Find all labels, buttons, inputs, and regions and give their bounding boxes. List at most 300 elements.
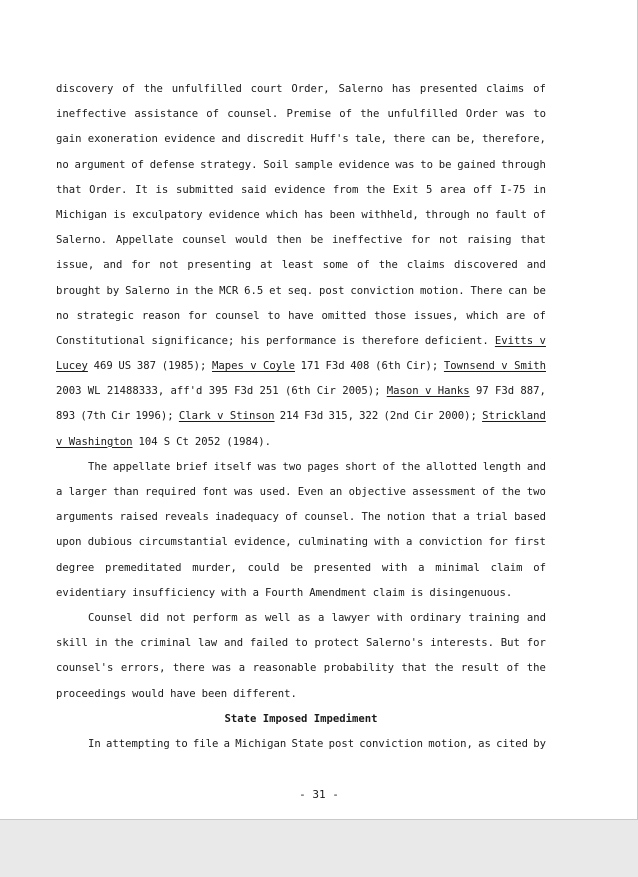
word: claims: [486, 83, 525, 95]
word: that: [56, 183, 82, 196]
word: discovery: [56, 83, 114, 95]
word: least: [281, 259, 314, 272]
word: and: [221, 133, 241, 146]
word: can: [431, 133, 451, 146]
word: premeditated: [105, 561, 182, 574]
word: 887,: [520, 385, 546, 398]
word: some: [322, 259, 349, 272]
word: tale,: [355, 133, 387, 146]
word: of: [339, 108, 353, 121]
word: for: [188, 309, 208, 322]
word: with: [377, 611, 403, 624]
word: of: [533, 561, 546, 574]
word: used.: [259, 486, 292, 498]
word: of: [533, 83, 546, 95]
word: But: [500, 637, 520, 650]
word: Fourth: [265, 586, 304, 599]
word: a: [223, 737, 231, 750]
word: for: [131, 259, 151, 272]
word: 469: [93, 360, 113, 373]
word: a: [238, 662, 246, 675]
word: 104: [138, 435, 158, 448]
text-line: [56, 631, 546, 656]
word: first: [513, 536, 546, 549]
word: not: [438, 234, 459, 247]
word: for: [411, 234, 431, 247]
word: gained: [457, 158, 496, 171]
text-line: [56, 530, 546, 555]
word: off: [473, 183, 493, 196]
word: that: [401, 662, 427, 675]
word: F3d: [495, 385, 515, 398]
case-citation: Lucey: [56, 360, 88, 373]
word: the: [526, 662, 546, 675]
word: criminal: [140, 637, 192, 650]
word: was: [234, 486, 254, 498]
word: be: [310, 234, 324, 247]
word: submitted: [175, 183, 234, 196]
word: deficient.: [424, 334, 489, 347]
word: brought: [56, 284, 101, 297]
word: of: [122, 83, 135, 95]
word: required: [145, 486, 197, 498]
word: the: [401, 460, 421, 473]
word: two: [526, 486, 546, 498]
word: Salerno: [125, 284, 170, 297]
word: and: [526, 611, 546, 624]
word: by: [533, 737, 546, 750]
text-line: [56, 77, 546, 102]
word: has: [391, 83, 412, 95]
word: the: [501, 486, 521, 498]
word: argument: [74, 158, 126, 171]
word: and: [223, 637, 244, 650]
word: through: [501, 158, 546, 171]
word: is: [113, 208, 127, 221]
word: no: [56, 309, 69, 322]
word: probability: [323, 662, 394, 675]
text-line: [56, 127, 546, 152]
word: as: [244, 611, 258, 624]
word: claims: [406, 259, 446, 272]
word: well: [265, 611, 291, 624]
word: in: [533, 183, 546, 196]
word: did: [139, 611, 160, 624]
word: 387: [136, 360, 156, 373]
word: conviction: [418, 536, 483, 549]
word: trial: [475, 511, 508, 524]
text-line: [56, 682, 546, 707]
word: the: [143, 83, 163, 95]
word: font: [202, 486, 228, 498]
word: Cir: [111, 410, 131, 423]
word: with: [374, 536, 400, 549]
word: 171: [300, 360, 320, 373]
word: have: [288, 309, 314, 322]
word: a: [56, 486, 63, 498]
word: failed: [249, 637, 289, 650]
word: the: [194, 284, 214, 297]
word: of: [506, 662, 520, 675]
word: Exit: [392, 183, 419, 196]
word: 1996);: [135, 410, 174, 423]
word: I-75: [500, 183, 526, 196]
word: murder,: [192, 561, 237, 574]
word: in: [175, 284, 189, 297]
word: a: [317, 611, 325, 624]
word: 2003: [56, 385, 82, 398]
word: strategic: [76, 309, 135, 322]
case-citation: v Washington: [56, 435, 133, 448]
word: assessment: [412, 486, 477, 498]
word: raised: [119, 511, 158, 524]
word: 21488333,: [106, 385, 165, 398]
word: the: [434, 662, 454, 675]
word: (6th: [284, 385, 311, 398]
word: to: [533, 108, 546, 121]
word: evidence: [274, 183, 326, 196]
word: (2nd: [383, 410, 410, 423]
word: which: [266, 208, 298, 221]
word: to: [267, 309, 281, 322]
word: therefore,: [482, 133, 546, 146]
word: at: [260, 259, 273, 272]
word: 315,: [328, 410, 354, 423]
word: short: [345, 460, 377, 473]
word: was: [505, 108, 526, 121]
word: are: [506, 309, 526, 322]
word: conviction: [350, 284, 415, 297]
word: through: [425, 208, 470, 221]
word: presented: [313, 561, 372, 574]
word: evidentiary: [56, 586, 127, 599]
word: and: [103, 259, 123, 272]
word: ineffective: [332, 234, 403, 247]
word: pages: [307, 460, 340, 473]
word: of: [357, 259, 370, 272]
word: which: [466, 309, 499, 322]
text-line: [56, 732, 546, 757]
text-line: [56, 178, 546, 203]
text-line: [56, 505, 546, 530]
word: of: [131, 158, 145, 171]
word: a: [418, 561, 425, 574]
case-citation: Clark v Stinson: [178, 410, 275, 423]
word: the: [360, 108, 380, 121]
word: a: [405, 536, 413, 549]
word: issue,: [56, 259, 95, 272]
text-line: [56, 228, 546, 253]
word: discovered: [453, 259, 518, 272]
word: 2000);: [438, 410, 477, 423]
word: Ct: [176, 435, 189, 448]
word: no: [56, 158, 69, 171]
word: ineffective: [56, 108, 127, 121]
word: appellate: [112, 460, 171, 473]
word: unfulfilled: [171, 83, 242, 95]
word: dubious: [87, 536, 133, 549]
word: evidence: [164, 133, 216, 146]
word: 97: [475, 385, 489, 398]
text-line: [56, 556, 546, 581]
word: presenting: [187, 259, 252, 272]
word: was: [257, 460, 277, 473]
word: minimal: [435, 561, 480, 574]
word: brief: [176, 460, 208, 473]
word: two: [282, 460, 302, 473]
word: F3d: [325, 360, 345, 373]
word: Salerno: [338, 83, 384, 95]
word: 2005);: [342, 385, 381, 398]
word: for: [526, 637, 546, 650]
word: ordinary: [410, 611, 462, 624]
case-citation: Strickland: [482, 410, 546, 423]
page-number: - 31 -: [299, 788, 339, 801]
word: protect: [314, 637, 360, 650]
word: F3d: [304, 410, 324, 423]
word: allotted: [426, 460, 478, 473]
word: counsel: [182, 234, 227, 247]
word: to: [294, 637, 308, 650]
text-line: [56, 404, 546, 429]
word: 2052: [194, 435, 221, 448]
word: strategy.: [200, 158, 258, 171]
word: the: [378, 259, 398, 272]
word: itself: [213, 460, 252, 473]
word: than: [113, 486, 139, 498]
text-line: [56, 329, 546, 354]
word: raising: [466, 234, 512, 247]
word: with: [381, 561, 408, 574]
word: defense: [149, 158, 195, 171]
section-heading-text: State Imposed Impediment: [224, 712, 378, 725]
word: The: [88, 460, 108, 473]
word: Order,: [291, 83, 330, 95]
word: (1984).: [226, 435, 272, 448]
text-line: [56, 455, 546, 480]
word: 322: [359, 410, 379, 423]
case-citation: Townsend v Smith: [443, 360, 546, 373]
word: has: [304, 208, 324, 221]
word: circumstantial: [138, 536, 228, 549]
word: of: [533, 309, 546, 322]
word: 214: [279, 410, 299, 423]
word: post: [319, 284, 345, 297]
word: said: [241, 183, 267, 196]
word: counsel.: [304, 511, 356, 524]
word: 408: [350, 360, 370, 373]
text-line: [56, 354, 546, 379]
word: Huff's: [310, 133, 349, 146]
word: Counsel: [88, 611, 133, 624]
text-line: [56, 203, 546, 228]
word: been: [201, 687, 228, 700]
word: and: [526, 259, 546, 272]
word: Michigan: [235, 737, 287, 750]
text-line: [56, 253, 546, 278]
word: evidence,: [234, 536, 292, 549]
word: is: [410, 586, 424, 599]
word: exoneration: [87, 133, 158, 146]
word: and: [526, 460, 546, 473]
word: by: [106, 284, 120, 297]
word: claim: [372, 586, 405, 599]
text-line: [56, 379, 546, 404]
word: to: [420, 158, 433, 171]
word: S: [163, 435, 171, 448]
word: be: [290, 561, 304, 574]
text-line: [56, 279, 546, 304]
text-line: [56, 153, 546, 178]
word: post: [328, 737, 355, 750]
word: degree: [56, 561, 95, 574]
word: Cir: [414, 410, 434, 423]
word: Amendment: [309, 586, 367, 599]
word: Premise: [286, 108, 332, 121]
word: was: [395, 158, 415, 171]
word: motion.: [419, 284, 465, 297]
word: reason: [141, 309, 181, 322]
word: Michigan: [56, 208, 108, 221]
word: in: [94, 637, 108, 650]
word: 5: [426, 183, 433, 196]
word: State: [291, 737, 324, 750]
text-line: [56, 430, 546, 455]
word: be: [533, 284, 546, 297]
text-line: [56, 581, 546, 606]
word: performance: [265, 334, 337, 347]
word: have: [170, 687, 196, 700]
word: of: [382, 460, 396, 473]
word: Order.: [89, 183, 128, 196]
word: length: [482, 460, 522, 473]
word: Order: [465, 108, 498, 121]
word: seq.: [287, 284, 314, 297]
word: as: [297, 611, 311, 624]
word: proceedings: [56, 687, 127, 700]
word: Soil: [263, 158, 289, 171]
word: withheld,: [361, 208, 419, 221]
word: different.: [233, 687, 297, 700]
word: US: [118, 360, 132, 373]
word: file: [192, 737, 219, 750]
word: upon: [56, 536, 82, 549]
word: can: [508, 284, 528, 297]
word: 893: [56, 410, 76, 423]
word: cited: [496, 737, 528, 750]
word: disingenuous.: [429, 586, 513, 599]
case-citation: Mapes v Coyle: [212, 360, 295, 373]
word: counsel: [215, 309, 260, 322]
word: as: [478, 737, 491, 750]
word: inadequacy: [215, 511, 279, 524]
word: no: [476, 208, 489, 221]
word: The: [361, 511, 381, 524]
word: a: [252, 586, 259, 599]
word: counsel.: [227, 108, 279, 121]
word: claim: [490, 561, 523, 574]
word: be: [438, 158, 452, 171]
word: aff'd: [170, 385, 203, 398]
word: errors,: [120, 662, 166, 675]
word: to: [174, 737, 188, 750]
word: those: [374, 309, 406, 322]
case-citation: Mason v Hanks: [386, 385, 470, 398]
word: Salerno.: [56, 234, 108, 247]
text-line: [56, 656, 546, 681]
word: then: [276, 234, 302, 247]
word: et: [269, 284, 282, 297]
word: 6.5: [244, 284, 264, 297]
word: reasonable: [252, 662, 317, 675]
word: be,: [456, 133, 476, 146]
word: unfulfilled: [387, 108, 458, 121]
word: MCR: [219, 284, 239, 297]
word: discredit: [246, 133, 305, 146]
word: lawyer: [331, 611, 370, 624]
word: would: [235, 234, 268, 247]
word: larger: [68, 486, 107, 498]
word: It: [135, 183, 148, 196]
word: not: [159, 259, 179, 272]
word: that: [431, 511, 457, 524]
word: counsel's: [56, 662, 114, 675]
word: presented: [419, 83, 478, 95]
word: of: [482, 486, 496, 498]
word: the: [366, 183, 386, 196]
word: motion,: [428, 737, 473, 750]
word: culminating: [297, 536, 368, 549]
word: insufficiency: [132, 586, 216, 599]
text-line: [56, 304, 546, 329]
word: 395: [208, 385, 228, 398]
word: 251: [259, 385, 279, 398]
section-heading: [56, 707, 546, 732]
word: is: [155, 183, 169, 196]
word: based: [514, 511, 546, 524]
case-citation: Evitts v: [494, 334, 546, 347]
word: objective: [348, 486, 406, 498]
word: of: [533, 208, 546, 221]
word: evidence: [208, 208, 260, 221]
word: court: [250, 83, 283, 95]
text-line: [56, 480, 546, 505]
word: therefore: [361, 334, 419, 347]
text-line: [56, 102, 546, 127]
word: is: [342, 334, 356, 347]
word: interests.: [430, 637, 494, 650]
word: with: [221, 586, 247, 599]
word: that: [520, 234, 546, 247]
word: not: [166, 611, 186, 624]
word: assistance: [134, 108, 199, 121]
word: gain: [56, 133, 82, 146]
word: his: [240, 334, 260, 347]
word: Constitutional: [56, 334, 146, 347]
word: exculpatory: [132, 208, 203, 221]
document-body: [56, 77, 546, 757]
word: There: [470, 284, 503, 297]
word: a: [463, 511, 470, 524]
word: Even: [297, 486, 324, 498]
word: issues,: [413, 309, 459, 322]
word: notion: [386, 511, 426, 524]
word: Appellate: [115, 234, 174, 247]
word: (7th: [80, 410, 106, 423]
word: evidence: [338, 158, 390, 171]
word: significance;: [151, 334, 235, 347]
word: was: [212, 662, 232, 675]
